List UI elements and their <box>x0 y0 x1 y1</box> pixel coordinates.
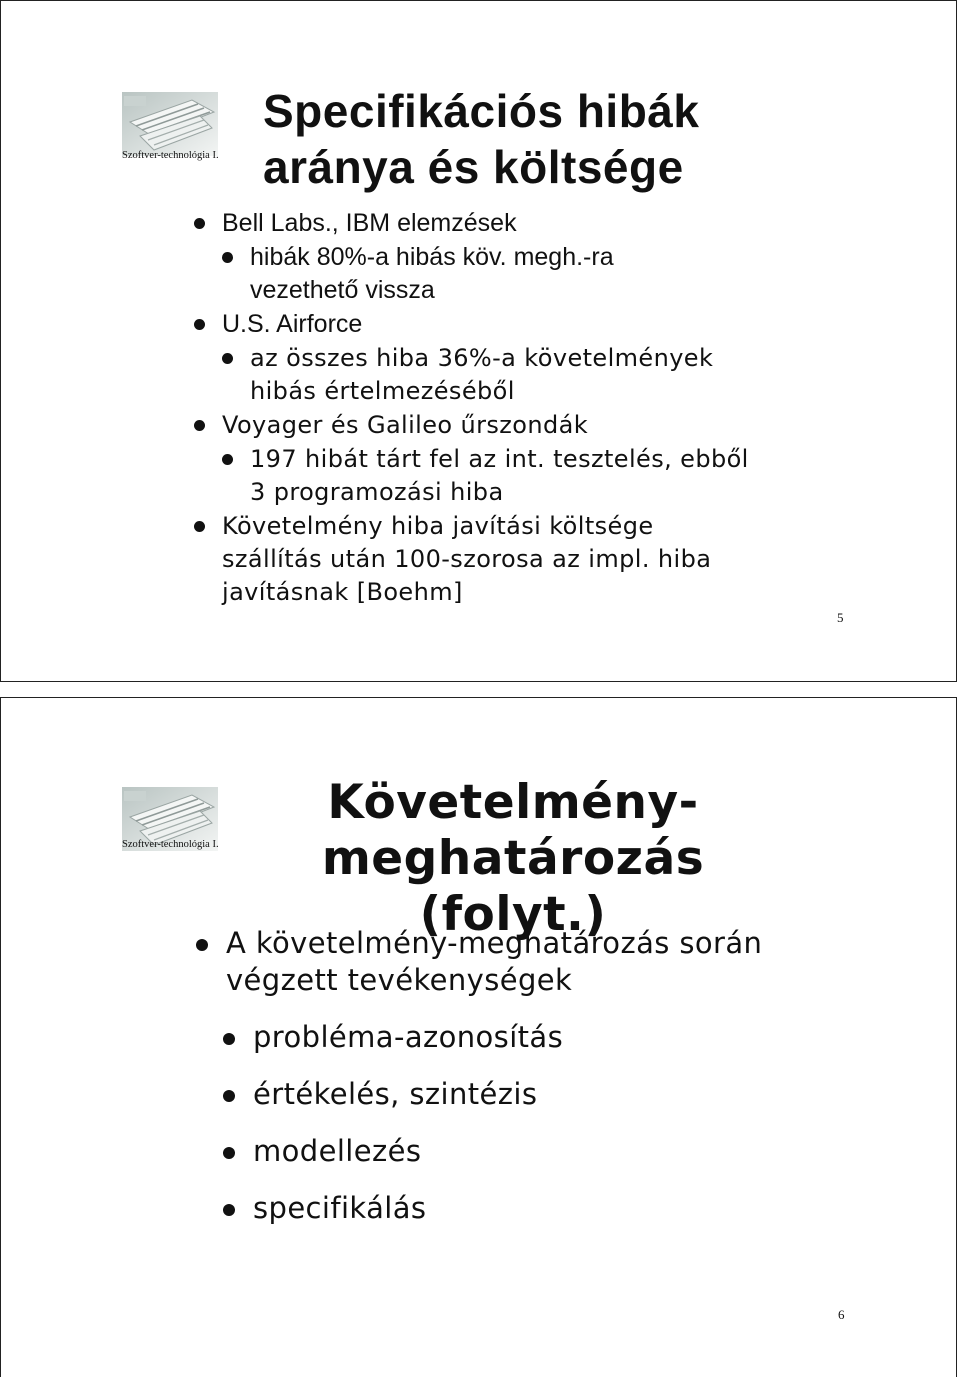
title-line: Követelmény- <box>327 775 699 830</box>
sub-bullet-item: hibák 80%-a hibás köv. megh.-ra <box>250 241 614 274</box>
logo-caption: Szoftver-technológia I. <box>122 839 219 850</box>
bullet-item: U.S. Airforce <box>222 308 362 341</box>
slide-5 <box>0 0 957 682</box>
keyboard-logo-icon <box>122 92 218 156</box>
bullet-item: Követelmény hiba javítási költsége <box>222 510 654 543</box>
bullet-item: Voyager és Galileo űrszondák <box>222 409 588 442</box>
title-line: meghatározás (folyt.) <box>321 831 705 942</box>
bullet-continuation: végzett tevékenységek <box>226 963 573 997</box>
sub-bullet-continuation: hibás értelmezéséből <box>250 377 515 405</box>
sub-bullet-item: specifikálás <box>253 1191 427 1225</box>
sub-bullet-continuation: 3 programozási hiba <box>250 478 504 506</box>
slide-title <box>233 775 793 943</box>
sub-bullet-item: probléma-azonosítás <box>253 1020 564 1054</box>
sub-bullet-item: értékelés, szintézis <box>253 1077 538 1111</box>
sub-bullet-item: modellezés <box>253 1134 422 1168</box>
page-number: 6 <box>838 1307 845 1322</box>
bullet-continuation: javításnak [Boehm] <box>222 578 463 606</box>
sub-bullet-item: 197 hibát tárt fel az int. tesztelés, ebből <box>250 443 749 476</box>
page-number: 5 <box>837 610 844 625</box>
title-line: Specifikációs hibák <box>263 85 700 137</box>
logo-caption: Szoftver-technológia I. <box>122 150 219 161</box>
bullet-item: Bell Labs., IBM elemzések <box>222 207 517 240</box>
bullet-continuation: szállítás után 100-szorosa az impl. hiba <box>222 545 712 573</box>
bullet-item: A követelmény-meghatározás során <box>226 926 763 960</box>
slide-6 <box>0 697 957 1377</box>
sub-bullet-item: az összes hiba 36%-a követelmények <box>250 342 713 375</box>
slide-title <box>263 83 699 195</box>
title-line: aránya és költsége <box>263 141 684 193</box>
sub-bullet-continuation: vezethető vissza <box>250 276 435 304</box>
